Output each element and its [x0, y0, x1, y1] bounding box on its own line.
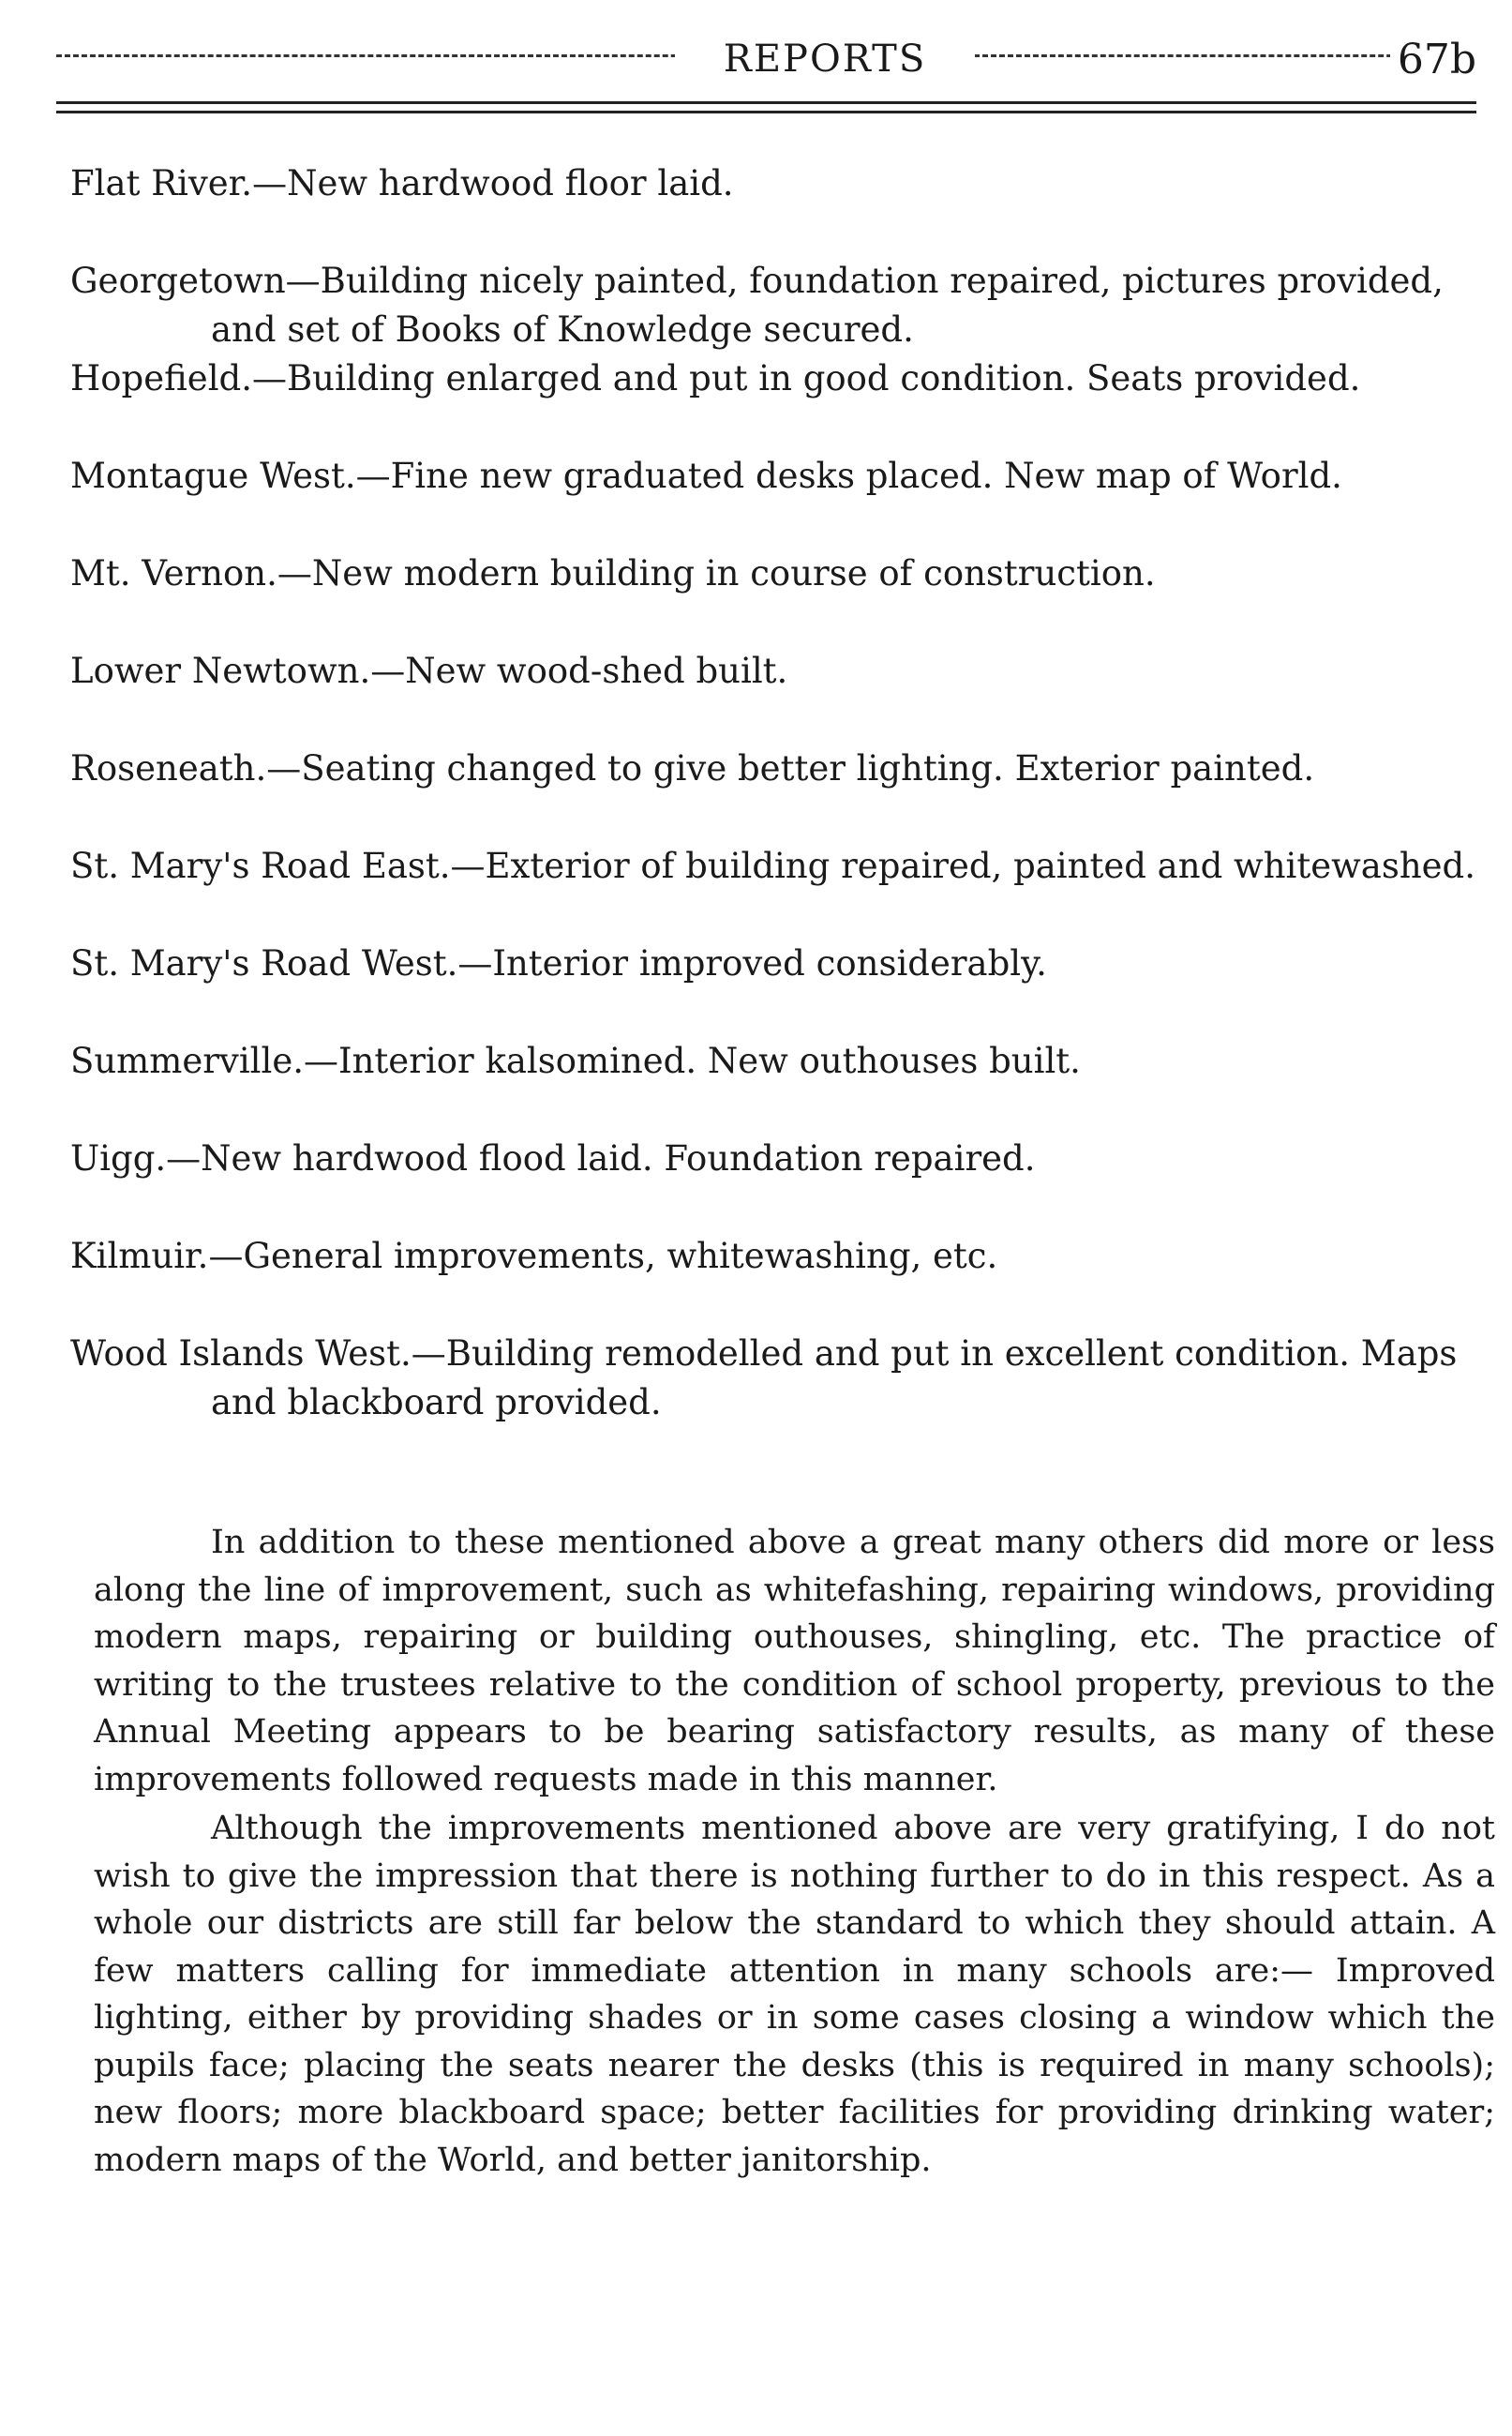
entry-st-marys-road-west: St. Mary's Road West.—Interior improved considerably.	[70, 943, 1047, 984]
entry-mt-vernon: Mt. Vernon.—New modern building in course of construction.	[70, 553, 1156, 594]
entry-st-marys-road-east: St. Mary's Road East.—Exterior of building repaired, painted and whitewashed.	[70, 846, 1476, 886]
entry-uigg: Uigg.—New hardwood flood laid. Foundation repaired.	[70, 1138, 1036, 1179]
entry-roseneath: Roseneath.—Seating changed to give better lighting. Exterior painted.	[70, 748, 1315, 789]
entry-flat-river: Flat River.—New hardwood floor laid.	[70, 163, 734, 203]
header-rule-bottom	[56, 111, 1476, 113]
paragraph-additional-improvements: In addition to these mentioned above a great many others did more or less along the line of improvement, such as whitefashing, repairing windows, providing modern maps, repairing or building outhouses, shingling, etc. The practice of writing to the trustees relative to the condition of school property, previous to the Annual Meeting appears to be bearing satisfactory results, as many of these improvements followed requests made in this manner.	[94, 1524, 1495, 1798]
entry-wood-islands-west: Wood Islands West.—Building remodelled and put in excellent condition. Maps and blackboard provided.	[70, 1333, 1458, 1422]
page-number: 67b	[1390, 36, 1476, 83]
paragraph-further-needs: Although the improvements mentioned above are very gratifying, I do not wish to give the impression that there is nothing further to do in this respect. As a whole our districts are still far below the standard to which they should attain. A few matters calling for immediate attention in many schools are:— Improved lighting, either by providing shades or in some cases closing a window which the pupils face; placing the seats nearer the desks (this is required in many schools); new floors; more blackboard space; better facilities for providing drinking water; modern maps of the World, and better janitorship.	[94, 1810, 1495, 2179]
header-rule-top	[56, 101, 1476, 104]
entry-kilmuir: Kilmuir.—General improvements, whitewashing, etc.	[70, 1236, 998, 1276]
entry-montague-west: Montague West.—Fine new graduated desks placed. New map of World.	[70, 456, 1342, 496]
entry-hopefield: Hopefield.—Building enlarged and put in good condition. Seats provided.	[70, 358, 1361, 398]
running-title: REPORTS	[675, 38, 975, 81]
entry-georgetown: Georgetown—Building nicely painted, foundation repaired, pictures provided, and set of Books of Knowledge secured.	[70, 261, 1444, 350]
entry-lower-newtown: Lower Newtown.—New wood-shed built.	[70, 651, 788, 691]
entry-summerville: Summerville.—Interior kalsomined. New outhouses built.	[70, 1041, 1081, 1081]
page-header	[56, 28, 1476, 113]
school-improvement-list	[70, 159, 1495, 1427]
